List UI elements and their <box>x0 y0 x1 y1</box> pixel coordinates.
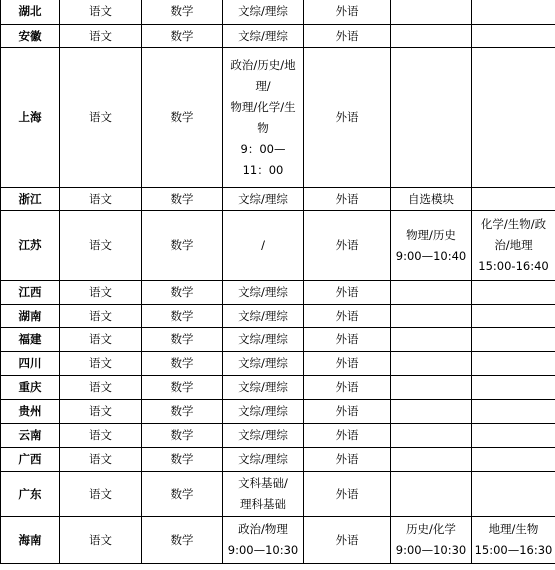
province-cell: 四川 <box>1 352 60 376</box>
foreign-language-cell: 外语 <box>304 281 391 305</box>
elective-b-cell <box>472 400 555 424</box>
math-cell: 数学 <box>142 517 223 564</box>
cell-line: 政治/历史/地 <box>230 57 296 72</box>
province-cell: 重庆 <box>1 376 60 400</box>
cell-line: 理/ <box>255 78 271 93</box>
foreign-language-cell: 外语 <box>304 48 391 188</box>
table-row <box>1 328 555 352</box>
table-row <box>1 305 555 328</box>
chinese-cell: 语文 <box>60 376 142 400</box>
province-cell: 安徽 <box>1 25 60 48</box>
chinese-cell: 语文 <box>60 448 142 472</box>
math-cell: 数学 <box>142 305 223 328</box>
table-row <box>1 352 555 376</box>
chinese-cell: 语文 <box>60 0 142 25</box>
elective-b-cell <box>472 305 555 328</box>
cell-line: 文综/理综 <box>238 428 288 442</box>
elective-a-cell <box>391 188 472 211</box>
elective-b-cell <box>472 376 555 400</box>
math-cell: 数学 <box>142 188 223 211</box>
cell-line: 政治/物理 <box>238 522 288 536</box>
cell-line: 地理/生物 <box>488 522 539 536</box>
comprehensive-cell <box>223 328 304 352</box>
elective-a-cell <box>391 305 472 328</box>
cell-line: 文综/理综 <box>238 191 288 206</box>
province-cell: 江西 <box>1 281 60 305</box>
comprehensive-cell <box>223 472 304 517</box>
math-cell: 数学 <box>142 211 223 281</box>
comprehensive-cell <box>223 448 304 472</box>
table-row <box>1 211 555 281</box>
chinese-cell: 语文 <box>60 517 142 564</box>
province-cell: 福建 <box>1 328 60 352</box>
elective-a-cell <box>391 424 472 448</box>
elective-b-cell <box>472 211 555 281</box>
comprehensive-cell <box>223 305 304 328</box>
elective-b-cell <box>472 188 555 211</box>
elective-b-cell <box>472 517 555 564</box>
cell-line: 15:00—16:30 <box>474 543 553 557</box>
math-cell: 数学 <box>142 48 223 188</box>
comprehensive-cell <box>223 400 304 424</box>
cell-line: 物 <box>257 120 269 135</box>
table-row <box>1 376 555 400</box>
cell-line: 11：00 <box>242 162 284 177</box>
elective-b-cell <box>472 328 555 352</box>
foreign-language-cell: 外语 <box>304 472 391 517</box>
cell-line: 9：00— <box>240 141 286 156</box>
comprehensive-cell <box>223 48 304 188</box>
elective-a-cell <box>391 281 472 305</box>
comprehensive-cell <box>223 188 304 211</box>
province-cell: 湖北 <box>1 0 60 25</box>
province-cell: 江苏 <box>1 211 60 281</box>
comprehensive-cell <box>223 424 304 448</box>
foreign-language-cell: 外语 <box>304 25 391 48</box>
cell-line: 文综/理综 <box>238 404 288 418</box>
math-cell: 数学 <box>142 400 223 424</box>
table-row <box>1 448 555 472</box>
math-cell: 数学 <box>142 0 223 25</box>
chinese-cell: 语文 <box>60 48 142 188</box>
table-row <box>1 48 555 188</box>
elective-a-cell <box>391 0 472 25</box>
cell-line: 9:00—10:40 <box>395 248 467 263</box>
cell-line: 文综/理综 <box>238 285 288 299</box>
foreign-language-cell: 外语 <box>304 305 391 328</box>
comprehensive-cell <box>223 25 304 48</box>
foreign-language-cell: 外语 <box>304 448 391 472</box>
comprehensive-cell <box>223 376 304 400</box>
cell-line: 文综/理综 <box>238 4 288 18</box>
cell-line: 物理/化学/生 <box>230 99 296 114</box>
province-cell: 贵州 <box>1 400 60 424</box>
foreign-language-cell: 外语 <box>304 0 391 25</box>
elective-b-cell <box>472 352 555 376</box>
comprehensive-cell <box>223 517 304 564</box>
elective-a-cell <box>391 376 472 400</box>
elective-b-cell <box>472 0 555 25</box>
cell-line: 化学/生物/政 <box>480 217 547 231</box>
comprehensive-cell <box>223 281 304 305</box>
cell-line: 治/地理 <box>494 238 533 252</box>
foreign-language-cell: 外语 <box>304 352 391 376</box>
table-body <box>1 0 555 564</box>
foreign-language-cell: 外语 <box>304 424 391 448</box>
province-cell: 上海 <box>1 48 60 188</box>
province-cell: 湖南 <box>1 305 60 328</box>
elective-b-cell <box>472 48 555 188</box>
chinese-cell: 语文 <box>60 472 142 517</box>
cell-line: 文综/理综 <box>238 332 288 346</box>
cell-line: 9:00—10:30 <box>395 543 467 557</box>
foreign-language-cell: 外语 <box>304 188 391 211</box>
math-cell: 数学 <box>142 352 223 376</box>
table-row <box>1 0 555 25</box>
cell-line: 自选模块 <box>408 191 454 206</box>
elective-a-cell <box>391 400 472 424</box>
elective-b-cell <box>472 448 555 472</box>
elective-a-cell <box>391 517 472 564</box>
cell-line: 文综/理综 <box>238 356 288 370</box>
chinese-cell: 语文 <box>60 424 142 448</box>
cell-line: 文科基础/ <box>238 476 288 490</box>
chinese-cell: 语文 <box>60 211 142 281</box>
table-row <box>1 188 555 211</box>
cell-line: 文综/理综 <box>238 308 288 323</box>
table-row <box>1 400 555 424</box>
elective-a-cell <box>391 472 472 517</box>
province-cell: 浙江 <box>1 188 60 211</box>
cell-line: 物理/历史 <box>406 227 456 242</box>
cell-line: 文综/理综 <box>238 452 288 466</box>
cell-line: 9:00—10:30 <box>227 543 299 557</box>
foreign-language-cell: 外语 <box>304 376 391 400</box>
elective-a-cell <box>391 211 472 281</box>
cell-line: 15:00-16:40 <box>478 259 549 273</box>
table-row <box>1 424 555 448</box>
chinese-cell: 语文 <box>60 305 142 328</box>
math-cell: 数学 <box>142 448 223 472</box>
cell-line: 理科基础 <box>240 497 286 511</box>
table-row <box>1 25 555 48</box>
elective-a-cell <box>391 48 472 188</box>
comprehensive-cell <box>223 211 304 281</box>
chinese-cell: 语文 <box>60 188 142 211</box>
table-row <box>1 517 555 564</box>
math-cell: 数学 <box>142 25 223 48</box>
table-row <box>1 472 555 517</box>
math-cell: 数学 <box>142 376 223 400</box>
elective-a-cell <box>391 25 472 48</box>
elective-a-cell <box>391 328 472 352</box>
math-cell: 数学 <box>142 424 223 448</box>
elective-b-cell <box>472 281 555 305</box>
chinese-cell: 语文 <box>60 281 142 305</box>
foreign-language-cell: 外语 <box>304 328 391 352</box>
cell-line: 历史/化学 <box>406 522 456 536</box>
province-cell: 海南 <box>1 517 60 564</box>
elective-a-cell <box>391 352 472 376</box>
cell-line: / <box>261 238 265 252</box>
foreign-language-cell: 外语 <box>304 400 391 424</box>
chinese-cell: 语文 <box>60 25 142 48</box>
foreign-language-cell: 外语 <box>304 211 391 281</box>
chinese-cell: 语文 <box>60 352 142 376</box>
elective-b-cell <box>472 25 555 48</box>
cell-line: 文综/理综 <box>238 380 288 394</box>
elective-a-cell <box>391 448 472 472</box>
comprehensive-cell <box>223 352 304 376</box>
province-cell: 广西 <box>1 448 60 472</box>
math-cell: 数学 <box>142 281 223 305</box>
foreign-language-cell: 外语 <box>304 517 391 564</box>
math-cell: 数学 <box>142 328 223 352</box>
province-cell: 云南 <box>1 424 60 448</box>
chinese-cell: 语文 <box>60 328 142 352</box>
math-cell: 数学 <box>142 472 223 517</box>
cell-line: 文综/理综 <box>238 28 288 43</box>
comprehensive-cell <box>223 0 304 25</box>
elective-b-cell <box>472 472 555 517</box>
chinese-cell: 语文 <box>60 400 142 424</box>
province-cell: 广东 <box>1 472 60 517</box>
table-row <box>1 281 555 305</box>
elective-b-cell <box>472 424 555 448</box>
